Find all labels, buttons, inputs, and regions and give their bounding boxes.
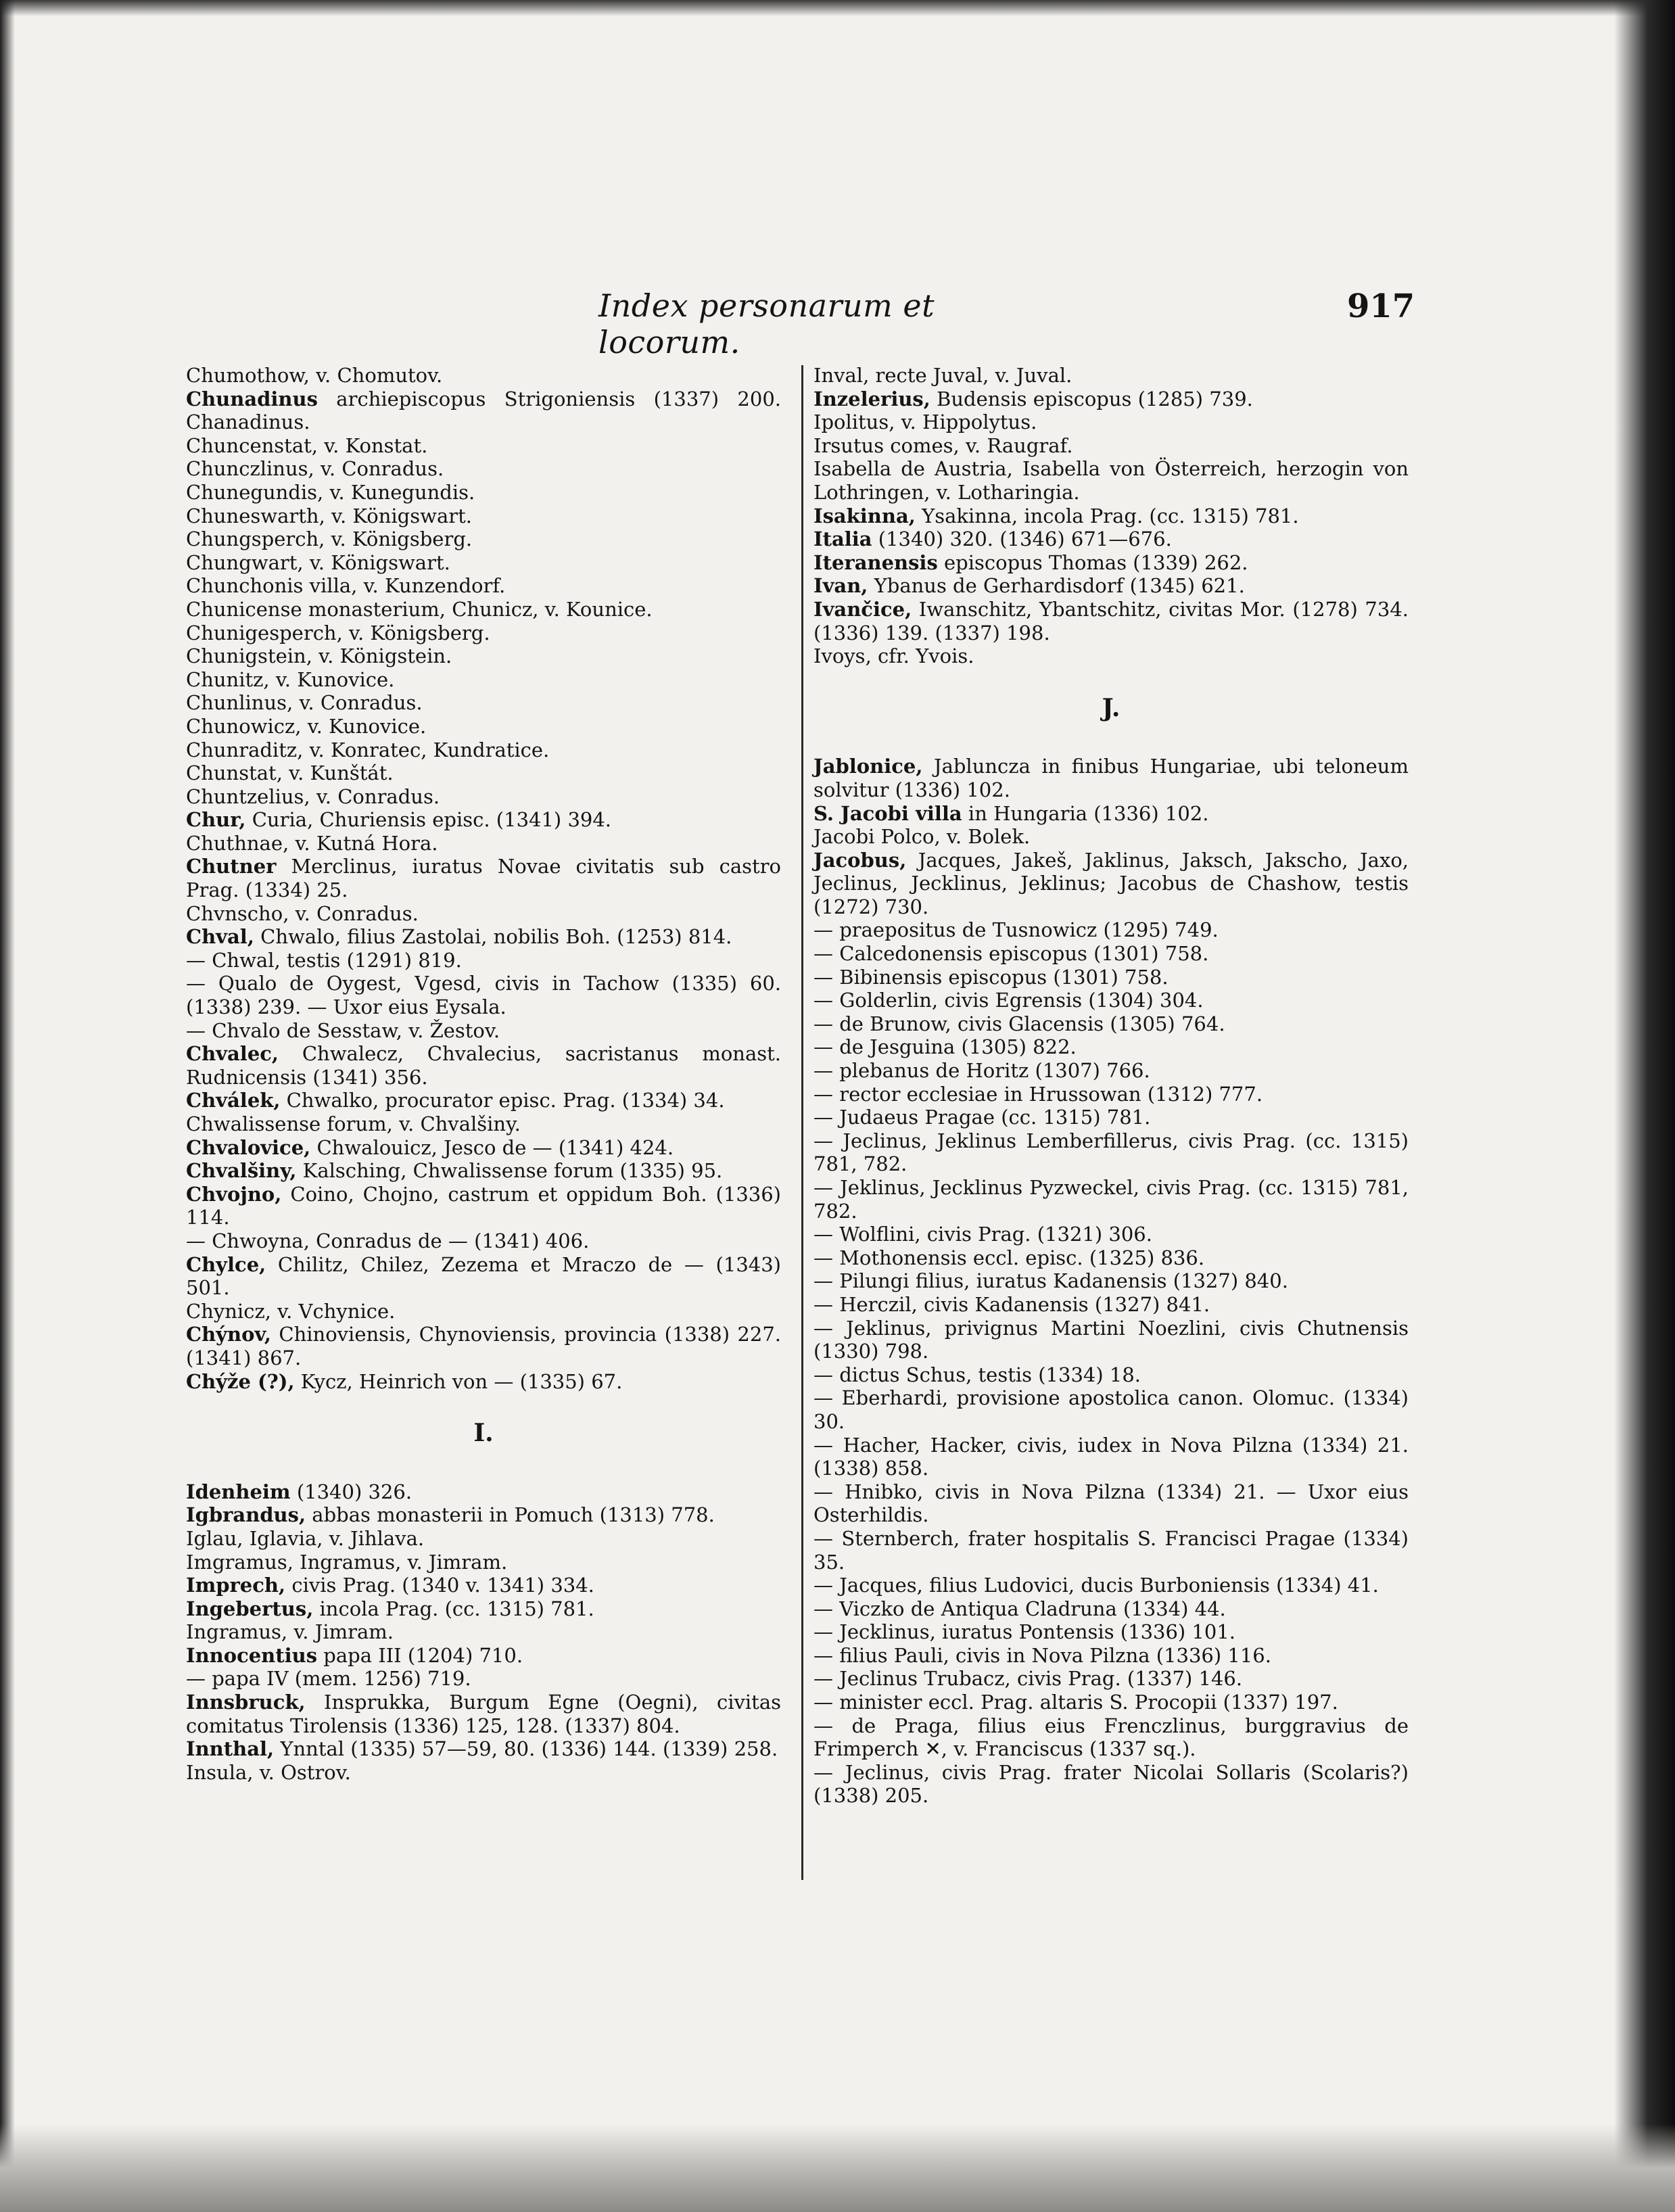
entry-text: Kalsching, Chwalissense forum (1335) 95. (296, 1159, 723, 1183)
index-entry (813, 825, 1409, 849)
index-entry (186, 621, 781, 645)
index-entry (813, 755, 1409, 801)
right-entry-list (813, 364, 1409, 668)
entry-headword: Chunadinus (186, 387, 318, 410)
entry-text: — Eberhardi, provisione apostolica canon. Olomuc. (1334) 30. (813, 1386, 1409, 1433)
scan-shadow-top (0, 0, 1675, 16)
entry-text: Chumothow, v. Chomutov. (186, 364, 443, 387)
entry-text: Chunczlinus, v. Conradus. (186, 457, 444, 481)
left-column (186, 364, 781, 1784)
column-divider (801, 365, 803, 1880)
left-entry-list (186, 364, 781, 1393)
index-entry (186, 1042, 781, 1089)
entry-text: — Jeclinus, civis Prag. frater Nicolai Sollaris (Scolaris?) (1338) 205. (813, 1760, 1409, 1808)
entry-headword: Chvalšiny, (186, 1159, 297, 1183)
index-entry (813, 1317, 1409, 1363)
entry-text: — rector ecclesiae in Hrussowan (1312) 777. (813, 1082, 1263, 1106)
index-entry (813, 1574, 1409, 1597)
index-entry (813, 504, 1409, 528)
index-entry (186, 1229, 781, 1253)
entry-headword: Italia (813, 527, 872, 551)
index-entry (813, 849, 1409, 919)
entry-headword: Ivančice, (813, 597, 912, 621)
entry-text: — Judaeus Pragae (cc. 1315) 781. (813, 1106, 1151, 1129)
entry-text: (1340) 320. (1346) 671—676. (872, 527, 1172, 551)
entry-headword: Chylce, (186, 1252, 266, 1276)
entry-text: Iglau, Iglavia, v. Jihlava. (186, 1526, 425, 1550)
entry-headword: Innocentius (186, 1643, 318, 1667)
index-entry (813, 644, 1409, 668)
index-entry (186, 527, 781, 551)
entry-text: — Chwal, testis (1291) 819. (186, 948, 462, 972)
index-entry (813, 1434, 1409, 1480)
entry-text: Chwalko, procurator episc. Prag. (1334) 34. (280, 1089, 725, 1112)
entry-text: Chuntzelius, v. Conradus. (186, 784, 440, 808)
entry-text: Chunstat, v. Kunštát. (186, 761, 394, 785)
index-entry (186, 1323, 781, 1369)
entry-text: — Pilungi filius, iuratus Kadanensis (1327) 840. (813, 1269, 1288, 1293)
index-entry (186, 668, 781, 692)
index-entry (186, 1691, 781, 1737)
entry-text: Chunchonis villa, v. Kunzendorf. (186, 574, 506, 598)
index-entry (186, 855, 781, 901)
index-entry (813, 364, 1409, 387)
entry-text: Chuneswarth, v. Königswart. (186, 504, 472, 527)
index-entry (186, 1667, 781, 1691)
entry-headword: Chýže (?), (186, 1369, 295, 1393)
entry-text: Ybanus de Gerhardisdorf (1345) 621. (868, 574, 1245, 598)
index-entry (813, 1059, 1409, 1083)
index-entry (813, 1620, 1409, 1644)
index-entry (813, 434, 1409, 458)
entry-headword: Igbrandus, (186, 1503, 306, 1527)
entry-text: Ivoys, cfr. Yvois. (813, 644, 974, 668)
entry-text: Jacobi Polco, v. Bolek. (813, 825, 1031, 849)
index-entry (186, 949, 781, 972)
entry-text: Chwalo, filius Zastolai, nobilis Boh. (1253) 814. (254, 925, 732, 949)
entry-text: Inval, recte Juval, v. Juval. (813, 364, 1072, 387)
index-entry (813, 598, 1409, 644)
index-entry (186, 1159, 781, 1183)
index-entry (813, 574, 1409, 598)
index-entry (186, 504, 781, 528)
entry-text: — Chvalo de Sesstaw, v. Žestov. (186, 1018, 500, 1042)
index-entry (186, 1761, 781, 1785)
index-entry (186, 1112, 781, 1136)
index-entry (813, 966, 1409, 989)
entry-headword: Jablonice, (813, 755, 923, 778)
scan-shadow-right (1614, 0, 1675, 2212)
entry-headword: Chvalovice, (186, 1135, 311, 1159)
entry-headword: Chválek, (186, 1089, 281, 1112)
entry-text: — Mothonensis eccl. episc. (1325) 836. (813, 1246, 1205, 1269)
index-entry (186, 761, 781, 785)
index-entry (186, 387, 781, 434)
index-entry (186, 1551, 781, 1574)
entry-text: — Hnibko, civis in Nova Pilzna (1334) 21. — Uxor eius Osterhildis. (813, 1480, 1409, 1527)
running-title: Index personarum et locorum. (598, 287, 935, 360)
entry-text: Coino, Chojno, castrum et oppidum Boh. (1336) 114. (186, 1182, 781, 1229)
entry-text: Curia, Churiensis episc. (1341) 394. (245, 808, 612, 832)
entry-text: — Jeklinus, privignus Martini Noezlini, civis Chutnensis (1330) 798. (813, 1316, 1409, 1363)
index-entry (186, 364, 781, 387)
index-entry (813, 387, 1409, 411)
entry-text: Ipolitus, v. Hippolytus. (813, 410, 1037, 434)
entry-text: Chunigesperch, v. Königsberg. (186, 621, 490, 644)
entry-text: abbas monasterii in Pomuch (1313) 778. (306, 1503, 715, 1527)
entry-text: Chungsperch, v. Königsberg. (186, 527, 473, 551)
entry-text: Isabella de Austria, Isabella von Österreich, herzogin von Lothringen, v. Lotharingia. (813, 457, 1409, 504)
entry-text: Insprukka, Burgum Egne (Oegni), civitas comitatus Tirolensis (1336) 125, 128. (1337) 804. (186, 1691, 781, 1737)
index-entry (186, 691, 781, 715)
index-entry (186, 434, 781, 458)
index-entry (186, 1183, 781, 1229)
index-entry (186, 1527, 781, 1551)
entry-text: Chinoviensis, Chynoviensis, provincia (1338) 227. (1341) 867. (186, 1323, 781, 1369)
index-entry (186, 902, 781, 926)
entry-text: — Wolflini, civis Prag. (1321) 306. (813, 1223, 1152, 1246)
index-entry (186, 1480, 781, 1504)
entry-text: Chwalouicz, Jesco de — (1341) 424. (310, 1135, 674, 1159)
entry-headword: Isakinna, (813, 504, 916, 527)
index-entry (813, 1246, 1409, 1270)
index-entry (813, 1035, 1409, 1059)
index-entry (813, 1293, 1409, 1317)
entry-text: — de Brunow, civis Glacensis (1305) 764. (813, 1012, 1225, 1035)
entry-text: Ynntal (1335) 57—59, 80. (1336) 144. (1339) 258. (274, 1737, 778, 1761)
entry-text: in Hungaria (1336) 102. (962, 801, 1209, 825)
index-entry (813, 802, 1409, 826)
entry-text: — Herczil, civis Kadanensis (1327) 841. (813, 1292, 1210, 1316)
entry-headword: Ivan, (813, 574, 868, 598)
index-entry (813, 1106, 1409, 1129)
entry-text: civis Prag. (1340 v. 1341) 334. (285, 1574, 594, 1597)
entry-text: — Jeclinus, Jeklinus Lemberfillerus, civis Prag. (cc. 1315) 781, 782. (813, 1129, 1409, 1176)
page-number: 917 (1347, 287, 1415, 325)
index-entry (813, 1129, 1409, 1176)
entry-text: — Chwoyna, Conradus de — (1341) 406. (186, 1229, 590, 1252)
index-entry (813, 918, 1409, 942)
index-entry (813, 457, 1409, 504)
entry-headword: Jacobus, (813, 848, 907, 872)
entry-text: Budensis episcopus (1285) 739. (930, 387, 1253, 410)
entry-text: — Jeklinus, Jecklinus Pyzweckel, civis Prag. (cc. 1315) 781, 782. (813, 1176, 1409, 1223)
entry-text: Chuncenstat, v. Konstat. (186, 433, 428, 457)
index-entry (186, 785, 781, 809)
index-entry (186, 1370, 781, 1394)
section-letter-j: J. (1102, 693, 1120, 722)
entry-text: — Jacques, filius Ludovici, ducis Burboniensis (1334) 41. (813, 1574, 1379, 1597)
index-entry (813, 942, 1409, 966)
entry-text: — de Praga, filius eius Frenczlinus, burggravius de Frimperch ✕, v. Franciscus (1337 sq.). (813, 1714, 1409, 1761)
index-entry (813, 1644, 1409, 1668)
entry-headword: Inzelerius, (813, 387, 930, 410)
index-entry (813, 1223, 1409, 1246)
index-entry (186, 644, 781, 668)
index-entry (186, 1300, 781, 1323)
entry-headword: Chýnov, (186, 1323, 272, 1346)
index-entry (186, 1737, 781, 1761)
entry-text: archiepiscopus Strigoniensis (1337) 200. Chanadinus. (186, 387, 781, 434)
index-entry (813, 1597, 1409, 1621)
entry-headword: Chvalec, (186, 1042, 279, 1066)
entry-text: Jabluncza in finibus Hungariae, ubi teloneum solvitur (1336) 102. (813, 755, 1409, 801)
index-entry (186, 457, 781, 481)
entry-text: Chunowicz, v. Kunovice. (186, 714, 427, 738)
entry-text: Chunitz, v. Kunovice. (186, 667, 395, 691)
entry-text: Chwalissense forum, v. Chvalšiny. (186, 1112, 521, 1135)
index-entry (186, 1253, 781, 1300)
entry-text: incola Prag. (cc. 1315) 781. (313, 1597, 594, 1620)
entry-text: Imgramus, Ingramus, v. Jimram. (186, 1550, 508, 1574)
index-entry (813, 1761, 1409, 1808)
entry-text: Chilitz, Chilez, Zezema et Mraczo de — (1343) 501. (186, 1252, 781, 1300)
entry-text: — Hacher, Hacker, civis, iudex in Nova Pilzna (1334) 21. (1338) 858. (813, 1433, 1409, 1480)
entry-text: Chunigstein, v. Königstein. (186, 644, 452, 668)
index-entry (186, 481, 781, 504)
scan-shadow-left (0, 0, 15, 2212)
entry-text: Chunraditz, v. Konratec, Kundratice. (186, 738, 550, 761)
entry-text: Chvnscho, v. Conradus. (186, 901, 419, 925)
entry-text: Chunicense monasterium, Chunicz, v. Kounice. (186, 597, 653, 621)
entry-text: Ingramus, v. Jimram. (186, 1620, 394, 1644)
entry-text: Jacques, Jakeš, Jaklinus, Jaksch, Jakscho, Jaxo, Jeclinus, Jecklinus, Jeklinus; Jacobus de Chashow, testis (1272) 730. (813, 848, 1409, 918)
entry-text: — papa IV (mem. 1256) 719. (186, 1667, 471, 1691)
entry-text: — Jecklinus, iuratus Pontensis (1336) 101. (813, 1620, 1236, 1644)
index-entry (186, 1019, 781, 1043)
index-entry (813, 989, 1409, 1012)
entry-headword: Chvojno, (186, 1182, 282, 1206)
scan-shadow-bottom (0, 2124, 1675, 2212)
entry-text: — Viczko de Antiqua Cladruna (1334) 44. (813, 1597, 1226, 1620)
index-entry (186, 1503, 781, 1527)
entry-headword: Imprech, (186, 1574, 286, 1597)
entry-text: — Sternberch, frater hospitalis S. Francisci Pragae (1334) 35. (813, 1526, 1409, 1574)
index-entry (186, 1644, 781, 1668)
entry-text: Irsutus comes, v. Raugraf. (813, 433, 1073, 457)
entry-text: Chunlinus, v. Conradus. (186, 691, 423, 715)
entry-headword: Innthal, (186, 1737, 275, 1761)
index-entry (813, 1480, 1409, 1527)
index-entry (813, 1386, 1409, 1433)
index-entry (813, 1527, 1409, 1574)
entry-text: — filius Pauli, civis in Nova Pilzna (1336) 116. (813, 1643, 1271, 1667)
index-entry (186, 574, 781, 598)
index-entry (186, 832, 781, 855)
index-entry (186, 1597, 781, 1621)
entry-headword: Innsbruck, (186, 1691, 306, 1714)
entry-text: — Bibinensis episcopus (1301) 758. (813, 965, 1169, 989)
entry-text: — plebanus de Horitz (1307) 766. (813, 1059, 1150, 1083)
index-entry (813, 527, 1409, 551)
index-entry (813, 551, 1409, 575)
index-entry (186, 972, 781, 1018)
entry-text: Chuthnae, v. Kutná Hora. (186, 831, 438, 855)
entry-text: — Golderlin, civis Egrensis (1304) 304. (813, 989, 1204, 1012)
right-column (813, 364, 1409, 1808)
entry-headword: Ingebertus, (186, 1597, 314, 1620)
entry-text: — minister eccl. Prag. altaris S. Procopii (1337) 197. (813, 1691, 1338, 1714)
entry-text: — dictus Schus, testis (1334) 18. (813, 1363, 1141, 1386)
index-entry (813, 1691, 1409, 1714)
entry-text: Kycz, Heinrich von — (1335) 67. (294, 1369, 623, 1393)
index-entry (186, 738, 781, 762)
index-entry (813, 1667, 1409, 1691)
index-entry (813, 1083, 1409, 1106)
entry-text: Insula, v. Ostrov. (186, 1760, 351, 1784)
entry-headword: Idenheim (186, 1480, 291, 1503)
index-entry (186, 1136, 781, 1160)
entry-text: — Calcedonensis episcopus (1301) 758. (813, 942, 1209, 966)
left-entry-list-after (186, 1480, 781, 1785)
index-entry (186, 1620, 781, 1644)
index-entry (813, 1363, 1409, 1387)
index-entry (186, 715, 781, 738)
entry-text: — Jeclinus Trubacz, civis Prag. (1337) 146. (813, 1667, 1243, 1691)
entry-text: papa III (1204) 710. (317, 1643, 523, 1667)
index-entry (186, 551, 781, 575)
entry-text: Merclinus, iuratus Novae civitatis sub castro Prag. (1334) 25. (186, 855, 781, 902)
entry-text: — Qualo de Oygest, Vgesd, civis in Tachow (1335) 60. (1338) 239. — Uxor eius Eysala. (186, 972, 781, 1019)
entry-headword: Chur, (186, 808, 246, 832)
index-entry (813, 1176, 1409, 1223)
entry-text: — praepositus de Tusnowicz (1295) 749. (813, 918, 1219, 942)
index-entry (813, 410, 1409, 434)
entry-text: Chunegundis, v. Kunegundis. (186, 480, 475, 504)
entry-headword: Iteranensis (813, 550, 938, 574)
entry-text: Iwanschitz, Ybantschitz, civitas Mor. (1278) 734. (1336) 139. (1337) 198. (813, 597, 1409, 644)
entry-headword: Chutner (186, 855, 277, 878)
entry-text: Chwalecz, Chvalecius, sacristanus monast. Rudnicensis (1341) 356. (186, 1042, 781, 1089)
entry-text: (1340) 326. (290, 1480, 412, 1503)
index-entry (813, 1012, 1409, 1036)
right-entry-list-after (813, 755, 1409, 1808)
index-entry (186, 808, 781, 832)
entry-text: episcopus Thomas (1339) 262. (937, 550, 1248, 574)
entry-headword: S. Jacobi villa (813, 801, 962, 825)
entry-text: Chynicz, v. Vchynice. (186, 1299, 396, 1323)
entry-text: — de Jesguina (1305) 822. (813, 1035, 1077, 1059)
index-entry (186, 925, 781, 949)
index-entry (186, 1574, 781, 1597)
entry-text: Chungwart, v. Königswart. (186, 550, 450, 574)
index-entry (186, 598, 781, 621)
index-entry (813, 1269, 1409, 1293)
index-entry (186, 1089, 781, 1112)
entry-headword: Chval, (186, 925, 254, 949)
index-entry (813, 1714, 1409, 1761)
entry-text: Ysakinna, incola Prag. (cc. 1315) 781. (915, 504, 1299, 527)
section-letter-i: I. (473, 1419, 494, 1448)
